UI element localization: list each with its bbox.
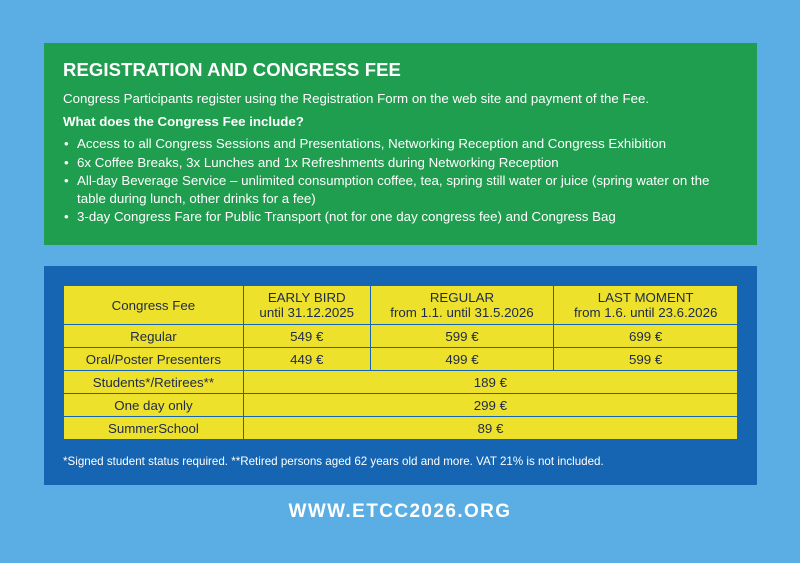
included-list bbox=[63, 135, 738, 226]
registration-title: REGISTRATION AND CONGRESS FEE bbox=[63, 59, 401, 80]
table-row bbox=[64, 394, 738, 417]
price-cell: 599 € bbox=[370, 325, 554, 348]
column-period: until 31.12.2025 bbox=[259, 305, 355, 320]
price-cell: 699 € bbox=[554, 325, 738, 348]
included-item: • All-day Beverage Service – unlimited consumption coffee, tea, spring still water or juice (spring water on the table during lunch, other drinks for a fee) bbox=[63, 172, 738, 207]
row-label: Regular bbox=[64, 325, 244, 348]
included-item: • 6x Coffee Breaks, 3x Lunches and 1x Refreshments during Networking Reception bbox=[63, 154, 738, 172]
column-name: LAST MOMENT bbox=[597, 290, 694, 305]
fee-table bbox=[63, 285, 738, 440]
included-item: • 3-day Congress Fare for Public Transport (not for one day congress fee) and Congress Bag bbox=[63, 208, 738, 226]
price-cell: 189 € bbox=[243, 371, 737, 394]
price-cell: 89 € bbox=[243, 417, 737, 440]
row-label: SummerSchool bbox=[64, 417, 244, 440]
table-row bbox=[64, 348, 738, 371]
column-header-regular bbox=[370, 286, 554, 325]
table-row bbox=[64, 325, 738, 348]
column-period: from 1.1. until 31.5.2026 bbox=[390, 305, 534, 320]
fee-panel bbox=[44, 266, 757, 485]
column-header-early-bird bbox=[243, 286, 370, 325]
row-label: One day only bbox=[64, 394, 244, 417]
column-header-last-moment bbox=[554, 286, 738, 325]
price-cell: 449 € bbox=[243, 348, 370, 371]
fee-footnote: *Signed student status required. **Retired persons aged 62 years old and more. VAT 21% is not included. bbox=[63, 455, 604, 468]
price-cell: 549 € bbox=[243, 325, 370, 348]
row-label: Students*/Retirees** bbox=[64, 371, 244, 394]
table-header-row bbox=[64, 286, 738, 325]
table-row bbox=[64, 417, 738, 440]
column-name: REGULAR bbox=[429, 290, 495, 305]
column-name: EARLY BIRD bbox=[267, 290, 346, 305]
column-period: from 1.6. until 23.6.2026 bbox=[573, 305, 718, 320]
registration-panel bbox=[44, 43, 757, 245]
included-item: • Access to all Congress Sessions and Presentations, Networking Reception and Congress Exhibition bbox=[63, 135, 738, 153]
table-corner-cell: Congress Fee bbox=[64, 286, 244, 325]
table-row bbox=[64, 371, 738, 394]
row-label: Oral/Poster Presenters bbox=[64, 348, 244, 371]
registration-intro: Congress Participants register using the Registration Form on the web site and payment of the Fee. bbox=[63, 91, 650, 106]
fee-question: What does the Congress Fee include? bbox=[63, 114, 304, 129]
website-url: WWW.ETCC2026.ORG bbox=[288, 501, 512, 522]
price-cell: 499 € bbox=[370, 348, 554, 371]
price-cell: 599 € bbox=[554, 348, 738, 371]
price-cell: 299 € bbox=[243, 394, 737, 417]
